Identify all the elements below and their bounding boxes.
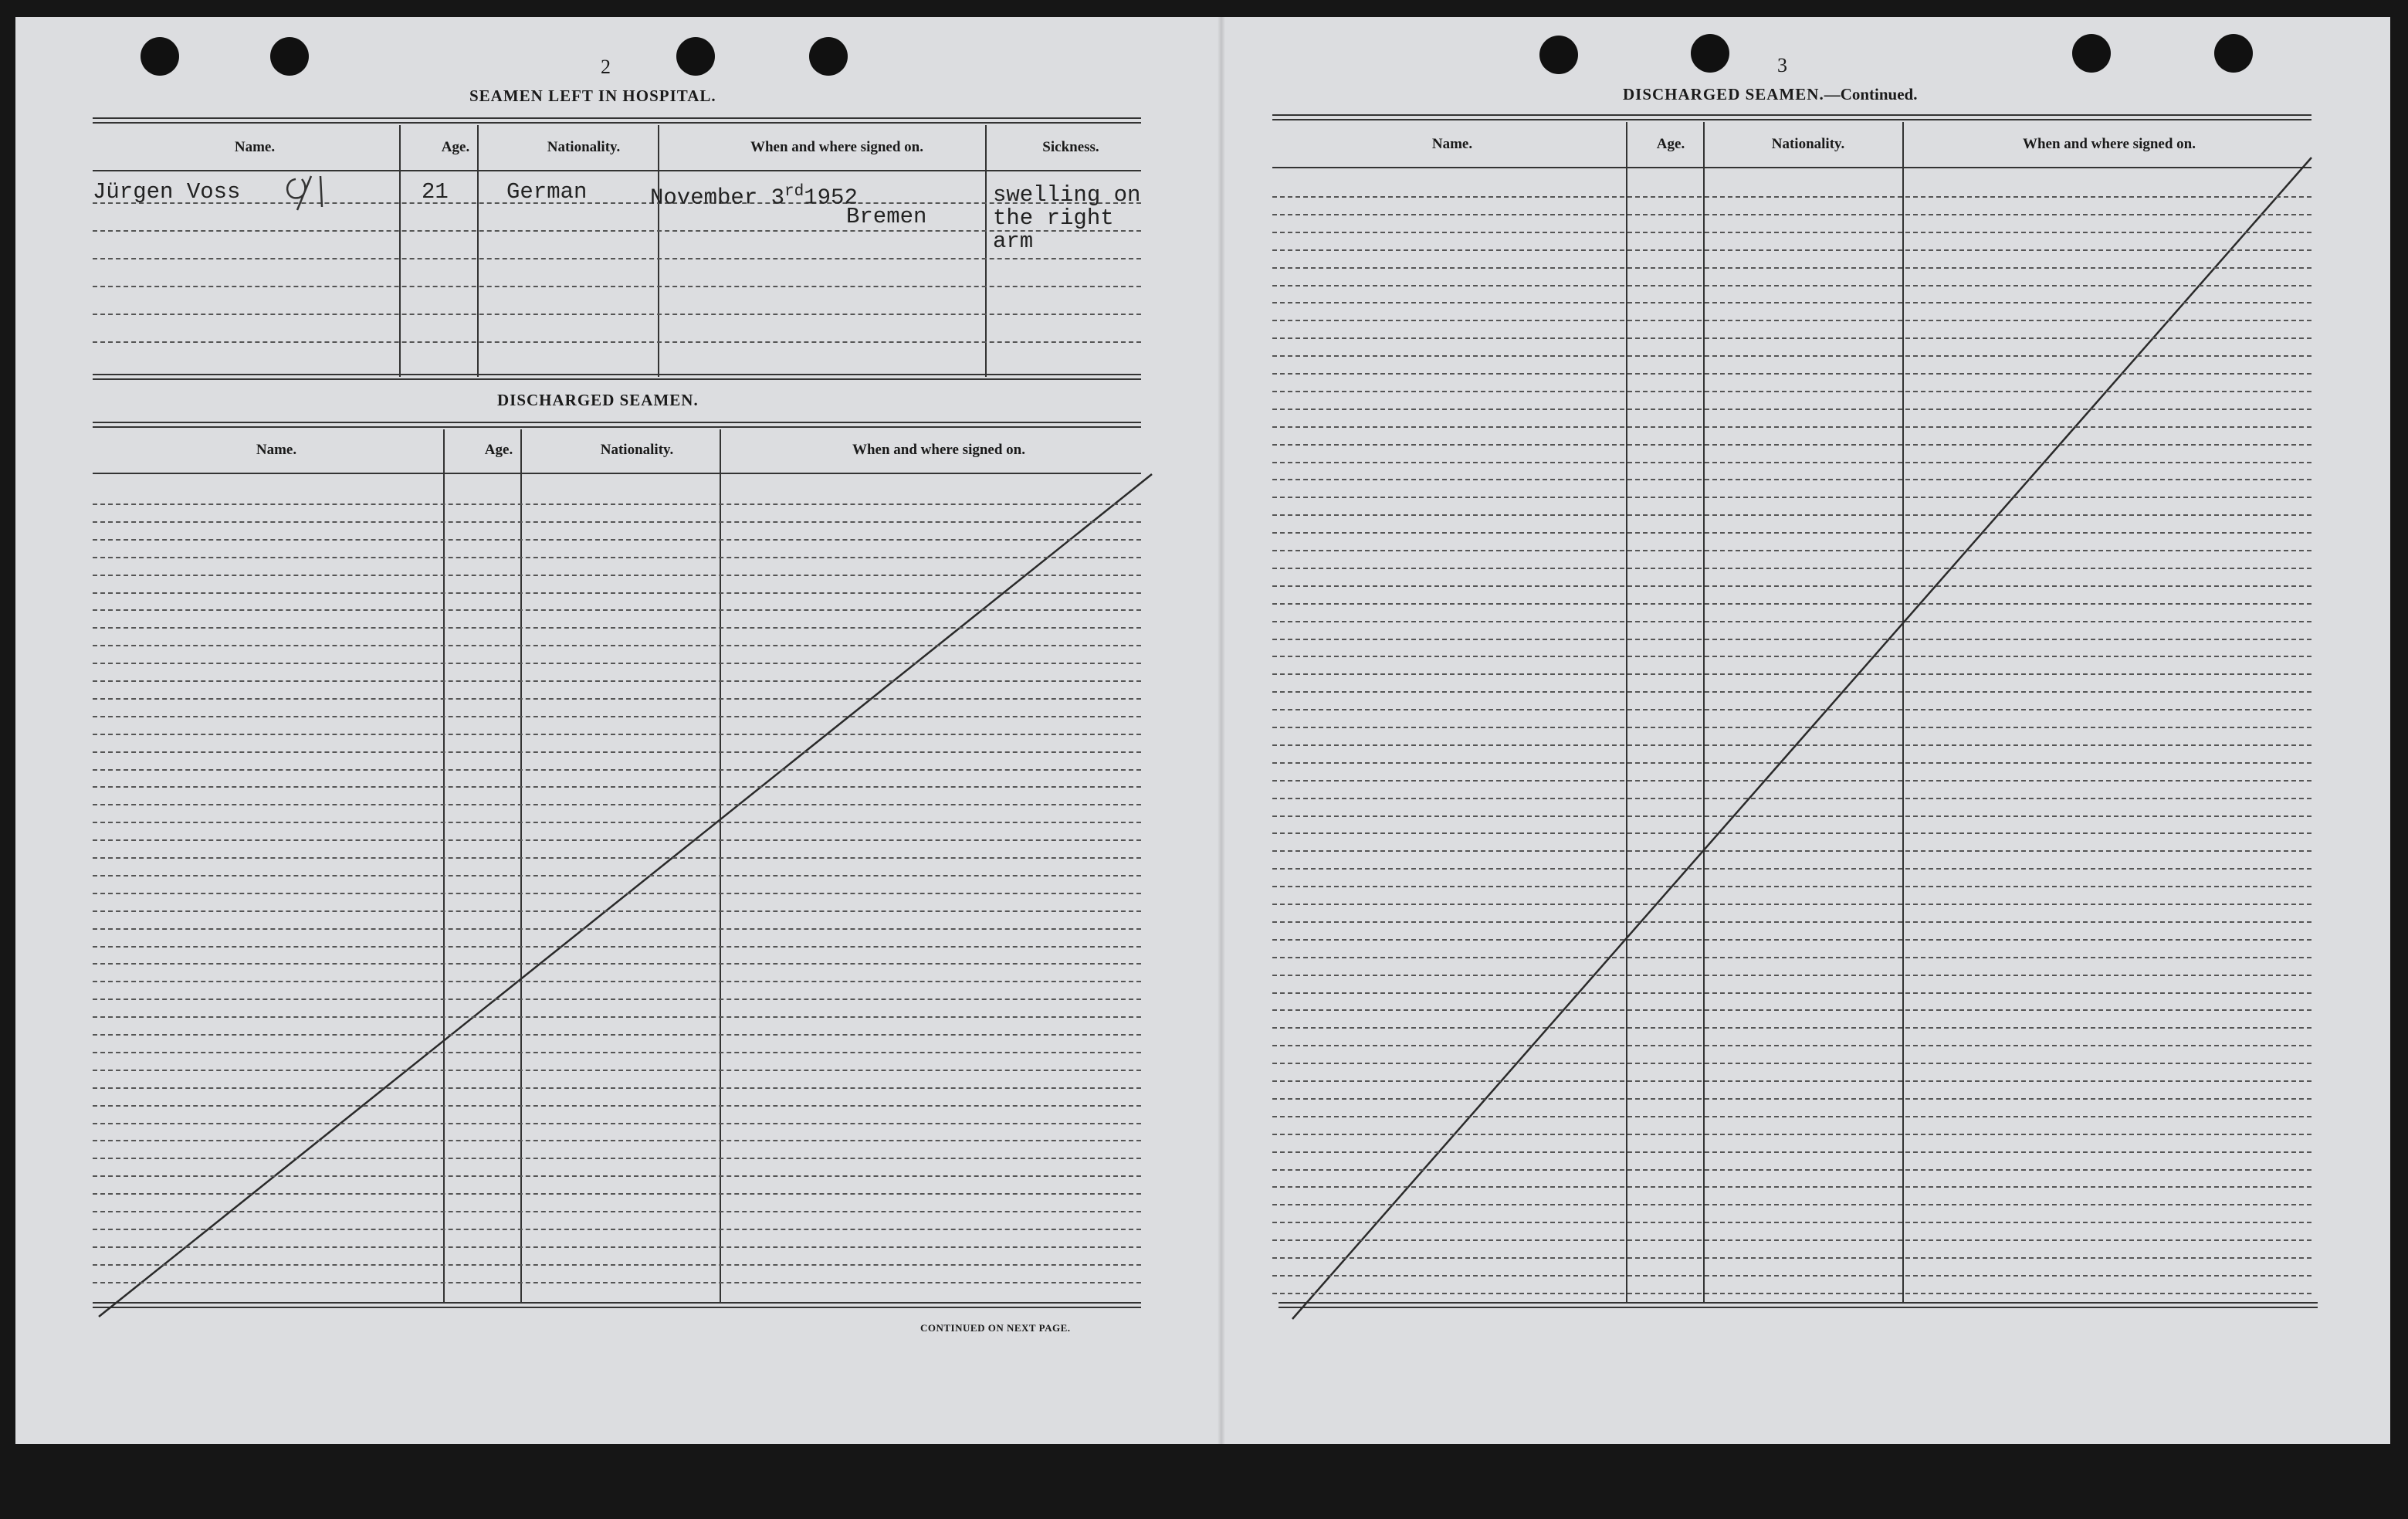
entry-line	[93, 734, 1141, 735]
entry-line	[1272, 656, 2311, 657]
entry-line	[93, 1158, 1141, 1159]
entry-line	[93, 893, 1141, 894]
entry-line	[93, 1140, 1141, 1141]
entry-line	[1272, 975, 2311, 976]
entry-line	[1272, 302, 2311, 303]
entry-line	[1272, 462, 2311, 463]
entry-line	[1272, 639, 2311, 640]
entry-line	[1272, 868, 2311, 870]
entry-line	[93, 963, 1141, 965]
entry-line	[1272, 762, 2311, 764]
entry-line	[1272, 832, 2311, 834]
page-number-left: 2	[601, 56, 611, 78]
entry-line	[1272, 373, 2311, 375]
entry-line	[93, 575, 1141, 576]
entry-line	[1272, 497, 2311, 498]
entry-line	[1272, 1186, 2311, 1188]
entry-line	[1272, 514, 2311, 516]
entry-line	[1272, 886, 2311, 887]
entry-line	[1272, 992, 2311, 994]
hospital-entry-nationality: German	[506, 179, 588, 205]
discharged-title-main: DISCHARGED SEAMEN.	[1623, 85, 1824, 103]
entry-line	[1272, 1151, 2311, 1153]
entry-line	[93, 1034, 1141, 1036]
entry-line	[1272, 214, 2311, 215]
entry-line	[1272, 196, 2311, 198]
continued-note: CONTINUED ON NEXT PAGE.	[920, 1322, 1071, 1334]
entry-line	[93, 627, 1141, 629]
entry-line	[1272, 479, 2311, 480]
entry-line	[93, 1264, 1141, 1266]
page-number-right: 3	[1777, 54, 1787, 76]
col-header-signed-on: When and where signed on.	[750, 139, 923, 155]
entry-line	[93, 804, 1141, 805]
entry-line	[93, 857, 1141, 859]
entry-line	[1272, 1080, 2311, 1082]
col-header-signed-on: When and where signed on.	[852, 442, 1025, 458]
discharged-title-suffix: —Continued.	[1824, 85, 1918, 103]
entry-line	[93, 592, 1141, 594]
left-cancel-stroke	[99, 474, 1152, 1317]
entry-line	[93, 539, 1141, 541]
entry-line	[93, 1070, 1141, 1071]
col-header-sickness: Sickness.	[1042, 139, 1099, 155]
entry-line	[1272, 267, 2311, 269]
entry-line	[1272, 1063, 2311, 1064]
entry-line	[1272, 1027, 2311, 1029]
discharged-section-title: DISCHARGED SEAMEN.	[497, 391, 699, 409]
entry-line	[1272, 426, 2311, 428]
entry-line	[93, 1123, 1141, 1124]
entry-line	[1272, 798, 2311, 799]
entry-line	[93, 1087, 1141, 1089]
entry-line	[93, 981, 1141, 982]
col-header-age: Age.	[441, 139, 470, 155]
entry-line	[1272, 1257, 2311, 1259]
hospital-entry-place: Bremen	[846, 204, 927, 229]
entry-line	[1272, 1222, 2311, 1223]
entry-line	[93, 1282, 1141, 1283]
entry-line	[1272, 780, 2311, 782]
entry-line	[93, 521, 1141, 523]
entry-line	[1272, 1009, 2311, 1011]
document-sheet	[15, 17, 2390, 1444]
signed-on-year: 1952	[804, 185, 858, 211]
hospital-entry-age: 21	[422, 179, 449, 205]
hospital-section-title: SEAMEN LEFT IN HOSPITAL.	[469, 86, 716, 105]
entry-line	[1272, 939, 2311, 941]
entry-line	[1272, 1204, 2311, 1205]
entry-line	[93, 1211, 1141, 1212]
entry-line	[1272, 1116, 2311, 1117]
entry-line	[93, 910, 1141, 912]
entry-line	[1272, 621, 2311, 622]
entry-line	[93, 1105, 1141, 1107]
entry-line	[93, 928, 1141, 930]
entry-line	[1272, 585, 2311, 587]
entry-line	[1272, 337, 2311, 339]
col-header-name: Name.	[256, 442, 297, 458]
entry-line	[1272, 1293, 2311, 1294]
entry-line	[93, 645, 1141, 646]
entry-line	[93, 609, 1141, 611]
entry-line	[93, 751, 1141, 753]
entry-line	[1272, 550, 2311, 551]
entry-line	[1272, 320, 2311, 321]
entry-line	[1272, 1275, 2311, 1277]
entry-line	[93, 1229, 1141, 1230]
entry-line	[1272, 691, 2311, 693]
signed-on-ordinal: rd	[784, 183, 804, 201]
col-header-nationality: Nationality.	[600, 442, 674, 458]
entry-line	[1272, 232, 2311, 233]
entry-line	[1272, 1239, 2311, 1241]
entry-line	[1272, 1045, 2311, 1046]
entry-line	[93, 1246, 1141, 1248]
entry-line	[93, 999, 1141, 1000]
hospital-entry-sickness-3: arm	[993, 229, 1034, 254]
entry-line	[1272, 532, 2311, 534]
entry-line	[93, 839, 1141, 841]
entry-line	[93, 875, 1141, 876]
entry-line	[1272, 391, 2311, 392]
hospital-entry-sickness-2: the right	[993, 205, 1114, 231]
entry-line	[93, 1016, 1141, 1018]
entry-line	[1272, 957, 2311, 958]
entry-line	[1272, 249, 2311, 251]
entry-line	[1272, 603, 2311, 605]
entry-line	[1272, 1134, 2311, 1135]
entry-line	[1272, 1098, 2311, 1100]
col-header-nationality: Nationality.	[1771, 136, 1845, 152]
col-header-name: Name.	[1431, 136, 1473, 152]
entry-line	[1272, 285, 2311, 287]
col-header-name: Name.	[234, 139, 276, 155]
entry-line	[1272, 904, 2311, 905]
entry-line	[93, 822, 1141, 823]
col-header-nationality: Nationality.	[547, 139, 621, 155]
entry-line	[93, 557, 1141, 558]
entry-line	[1272, 744, 2311, 746]
entry-line	[1272, 921, 2311, 923]
entry-line	[1272, 673, 2311, 675]
hospital-entry-name: Jürgen Voss	[93, 179, 241, 205]
entry-line	[1272, 709, 2311, 710]
entry-line	[1272, 568, 2311, 569]
entry-line	[1272, 727, 2311, 728]
entry-line	[93, 680, 1141, 682]
entry-line	[1272, 1169, 2311, 1171]
entry-line	[1272, 409, 2311, 410]
entry-line	[93, 1193, 1141, 1195]
entry-line	[1272, 444, 2311, 446]
entry-line	[93, 716, 1141, 717]
entry-line	[93, 786, 1141, 788]
entry-line	[93, 1052, 1141, 1053]
col-header-signed-on: When and where signed on.	[2022, 136, 2196, 152]
signed-on-date: November 3	[650, 185, 785, 211]
entry-line	[93, 698, 1141, 700]
entry-line	[93, 946, 1141, 948]
hospital-entry-sickness-1: swelling on	[993, 182, 1141, 208]
entry-line	[1272, 815, 2311, 817]
right-cancel-stroke	[1292, 158, 2311, 1319]
entry-line	[93, 504, 1141, 505]
entry-line	[93, 769, 1141, 771]
entry-line	[93, 1175, 1141, 1177]
entry-line	[1272, 850, 2311, 852]
entry-line	[93, 663, 1141, 664]
col-header-age: Age.	[1656, 136, 1685, 152]
col-header-age: Age.	[484, 442, 513, 458]
entry-line	[1272, 355, 2311, 357]
